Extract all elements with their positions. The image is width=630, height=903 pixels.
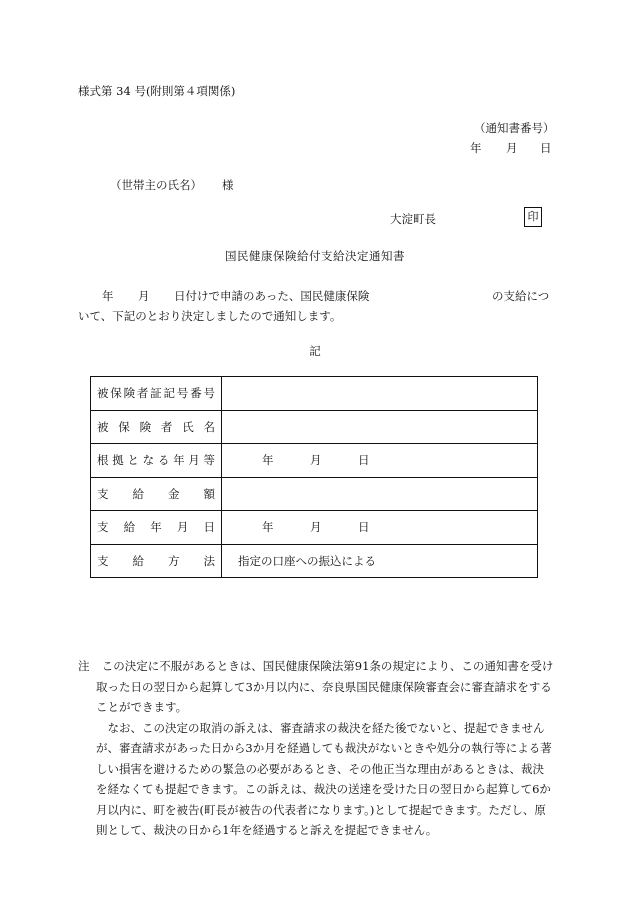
row-label-insurance-card-number: 被保険者証記号番号 xyxy=(91,377,222,411)
note-paragraph-1: この決定に不服があるときは、国民健康保険法第91条の規定により、この通知書を受け取った日の翌日から起算して3か月以内に、奈良県国民健康保険審査会に審査請求をすることができます。 xyxy=(96,659,554,714)
row-label-insured-name: 被保険者氏名 xyxy=(91,410,222,444)
notice-number-label: （通知書番号） xyxy=(474,121,555,135)
row-label-payment-method: 支給方法 xyxy=(91,544,222,578)
note-mark: 注 xyxy=(78,659,90,673)
addressee-suffix: 様 xyxy=(222,178,234,192)
table-row xyxy=(91,477,538,511)
body-text-end: の支給につ xyxy=(492,289,550,303)
body-text-mid: 日付けで申請のあった、国民健康保険 xyxy=(174,289,370,303)
body-date-year: 年 xyxy=(102,289,114,303)
table-row xyxy=(91,544,538,578)
basis-date-month: 月 xyxy=(310,453,322,468)
body-date-month: 月 xyxy=(138,289,150,303)
issue-date-month: 月 xyxy=(506,141,518,155)
row-label-payment-date: 支給年月日 xyxy=(91,511,222,545)
details-table xyxy=(90,376,538,578)
body-text-line2: いて、下記のとおり決定しましたので通知します。 xyxy=(78,309,342,323)
row-value-insured-name xyxy=(222,410,538,444)
payment-date-month: 月 xyxy=(310,520,322,535)
row-value-payment-date xyxy=(222,511,538,545)
issue-date-year: 年 xyxy=(470,141,482,155)
row-label-payment-amount: 支給金額 xyxy=(91,477,222,511)
row-value-payment-method: 指定の口座への振込による xyxy=(222,544,538,578)
payment-date-year: 年 xyxy=(262,520,274,535)
row-value-payment-amount xyxy=(222,477,538,511)
issue-date-day: 日 xyxy=(540,141,552,155)
form-number: 様式第 34 号(附則第４項関係) xyxy=(78,84,236,98)
basis-date-day: 日 xyxy=(358,453,370,468)
seal-box: 印 xyxy=(524,207,542,227)
appeal-note xyxy=(78,656,554,841)
issuer-title: 大淀町長 xyxy=(390,212,436,226)
table-row xyxy=(91,511,538,545)
ki-heading: 記 xyxy=(309,344,321,358)
table-row xyxy=(91,444,538,478)
row-value-basis-date xyxy=(222,444,538,478)
row-label-basis-date: 根拠となる年月等 xyxy=(91,444,222,478)
table-row xyxy=(91,377,538,411)
note-paragraph-2: なお、この決定の取消の訴えは、審査請求の裁決を経た後でないと、提起できませんが、審査請求があった日から3か月を経過しても裁決がないときや処分の執行等による著しい損害を避けるための緊急の必要があるとき、その他正当な理由があるときは、裁決を経なくても提起できます。この訴えは、裁決の送達を受けた日の翌日から起算して6か月以内に、町を被告(町長が被告の代表者になります。)として提起できます。ただし、原則として、裁決の日から1年を経過すると訴えを提起できません。 xyxy=(96,720,552,837)
table-row xyxy=(91,410,538,444)
basis-date-year: 年 xyxy=(262,453,274,468)
addressee-name-placeholder: （世帯主の氏名） xyxy=(110,178,202,192)
payment-date-day: 日 xyxy=(358,520,370,535)
document-title: 国民健康保険給付支給決定通知書 xyxy=(225,249,405,263)
row-value-insurance-card-number xyxy=(222,377,538,411)
body-paragraph xyxy=(78,286,558,326)
